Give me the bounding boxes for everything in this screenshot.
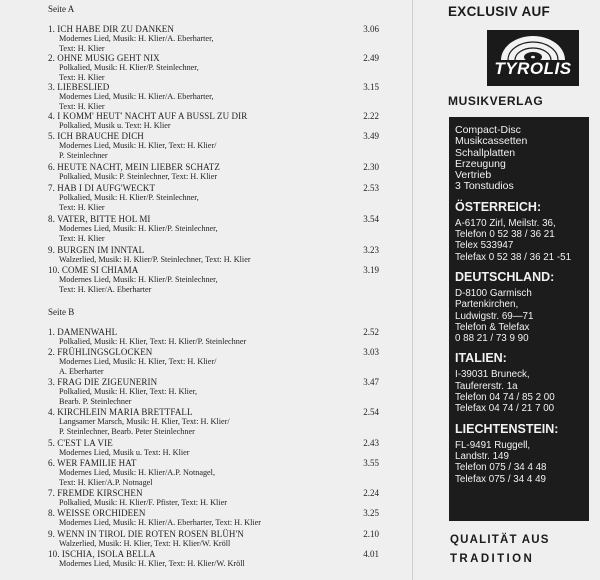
track-duration: 3.15 — [363, 82, 379, 92]
service-item: Compact-Disc — [455, 124, 521, 136]
track-credits: Polkalied, Musik: H. Klier, Text: H. Klier, — [59, 387, 198, 396]
track-credits: Modernes Lied, Musik: H. Klier/A. Eberharter, — [59, 92, 214, 101]
fold-line — [412, 0, 413, 580]
contact-box — [449, 117, 589, 521]
track-title: 8. WEISSE ORCHIDEEN — [48, 508, 146, 518]
track-a8 — [48, 214, 383, 244]
track-credits: Text: H. Klier — [59, 72, 105, 82]
track-b9 — [48, 529, 383, 549]
address-line: Telefon & Telefax — [455, 321, 530, 333]
track-b5 — [48, 438, 383, 458]
track-credits: Text: H. Klier/A. Eberharter — [59, 284, 152, 294]
track-b8 — [48, 508, 383, 528]
track-duration: 3.19 — [363, 265, 379, 275]
track-list — [48, 0, 388, 580]
track-a2 — [48, 53, 383, 83]
track-b7 — [48, 488, 383, 508]
track-credits: Polkalied, Musik: H. Klier, Text: H. Klier/P. Steinlechner — [59, 337, 247, 346]
address-line: Landstr. 149 — [455, 450, 509, 462]
track-b3 — [48, 377, 383, 407]
track-credits: Polkalied, Musik: P. Steinlechner, Text: H. Klier — [59, 172, 218, 181]
track-title: 1. ICH HABE DIR ZU DANKEN — [48, 24, 174, 34]
service-item: Erzeugung — [455, 157, 506, 170]
track-a5 — [48, 131, 383, 161]
address-line: 0 88 21 / 73 9 90 — [455, 333, 529, 345]
track-title: 5. ICH BRAUCHE DICH — [48, 131, 144, 141]
track-credits: Modernes Lied, Musik: H. Klier, Text: H. Klier/ — [59, 357, 217, 366]
label-panel — [420, 0, 600, 580]
track-credits: Polkalied, Musik: H. Klier/P. Steinlechner, — [59, 193, 199, 202]
service-item: Schallplatten — [455, 146, 516, 159]
track-credits: Modernes Lied, Musik: H. Klier/A. Eberharter, — [59, 34, 214, 43]
track-title: 7. HAB I DI AUFG'WECKT — [48, 183, 156, 193]
track-title: 2. OHNE MUSIG GEHT NIX — [48, 53, 160, 63]
service-item: Musikcassetten — [455, 135, 528, 148]
side-a-heading: Seite A — [48, 4, 75, 14]
track-title: 9. WENN IN TIROL DIE ROTEN ROSEN BLÜH'N — [48, 529, 244, 539]
track-credits: Modernes Lied, Musik: H. Klier, Text: H. Klier/W. Kröll — [59, 559, 245, 568]
track-title: 6. WER FAMILIE HAT — [48, 458, 137, 468]
track-title: 3. LIEBESLIED — [48, 82, 110, 92]
track-title: 10. ISCHIA, ISOLA BELLA — [48, 549, 156, 559]
country-liechtenstein: LIECHTENSTEIN: — [455, 421, 559, 436]
exclusive-heading: EXCLUSIV AUF — [448, 4, 551, 19]
address-line: Telefon 075 / 34 4 48 — [455, 462, 547, 474]
track-duration: 2.10 — [363, 529, 379, 539]
track-credits: Langsamer Marsch, Musik: H. Klier, Text: H. Klier/ — [59, 417, 230, 426]
track-a3 — [48, 82, 383, 112]
track-a9 — [48, 245, 383, 265]
track-b2 — [48, 347, 383, 377]
track-credits: Text: H. Klier — [59, 43, 105, 53]
track-duration: 2.54 — [363, 407, 379, 417]
track-b10 — [48, 549, 383, 569]
track-title: 10. COME SI CHIAMA — [48, 265, 139, 275]
service-item: Vertrieb — [455, 169, 492, 182]
track-title: 7. FREMDE KIRSCHEN — [48, 488, 143, 498]
track-a6 — [48, 162, 383, 182]
track-title: 2. FRÜHLINGSGLOCKEN — [48, 347, 153, 357]
track-a1 — [48, 24, 383, 54]
track-credits: Text: H. Klier — [59, 233, 105, 243]
track-credits: Bearb. P. Steinlechner — [59, 396, 132, 406]
track-title: 4. I KOMM' HEUT' NACHT AUF A BUSSL ZU DIR — [48, 111, 248, 121]
track-a7 — [48, 183, 383, 213]
slogan-line-2: TRADITION — [450, 553, 535, 565]
address-line: Taufererstr. 1a — [455, 380, 518, 392]
track-a4 — [48, 111, 383, 131]
service-item: 3 Tonstudios — [455, 180, 514, 193]
track-credits: Polkalied, Musik: H. Klier/F. Pfister, Text: H. Klier — [59, 498, 227, 507]
address-line: Telefax 04 74 / 21 7 00 — [455, 403, 555, 415]
track-credits: Walzerlied, Musik: H. Klier/P. Steinlechner, Text: H. Klier — [59, 255, 251, 264]
track-duration: 3.47 — [363, 377, 379, 387]
address-line: FL-9491 Ruggell, — [455, 439, 531, 451]
track-duration: 4.01 — [363, 549, 379, 559]
address-line: Telefax 075 / 34 4 49 — [455, 473, 546, 485]
address-line: Ludwigstr. 69—71 — [455, 310, 534, 322]
track-credits: P. Steinlechner — [59, 150, 108, 160]
track-credits: Text: H. Klier — [59, 202, 105, 212]
track-duration: 2.49 — [363, 53, 379, 63]
track-duration: 3.54 — [363, 214, 379, 224]
track-duration: 2.52 — [363, 327, 379, 337]
track-duration: 3.25 — [363, 508, 379, 518]
track-credits: Polkalied, Musik: H. Klier/P. Steinlechner, — [59, 63, 199, 72]
track-credits: Text: H. Klier — [59, 101, 105, 111]
address-line: Partenkirchen, — [455, 299, 519, 311]
track-title: 1. DAMENWAHL — [48, 327, 118, 337]
address-germany — [455, 288, 584, 344]
address-austria — [455, 218, 584, 263]
track-credits: Modernes Lied, Musik: H. Klier/A.P. Notnagel, — [59, 468, 215, 477]
tyrolis-logo — [487, 30, 579, 86]
track-credits: Modernes Lied, Musik: H. Klier, Text: H. Klier/ — [59, 141, 217, 150]
track-duration: 3.06 — [363, 24, 379, 34]
side-b-heading: Seite B — [48, 307, 75, 317]
track-duration: 2.53 — [363, 183, 379, 193]
track-credits: Text: H. Klier/A.P. Notnagel — [59, 477, 153, 487]
country-austria: ÖSTERREICH: — [455, 199, 542, 214]
track-credits: Modernes Lied, Musik: H. Klier/A. Eberharter, Text: H. Klier — [59, 518, 261, 527]
address-italy — [455, 369, 584, 414]
track-title: 5. C'EST LA VIE — [48, 438, 113, 448]
track-title: 9. BURGEN IM INNTAL — [48, 245, 145, 255]
track-credits: Walzerlied, Musik: H. Klier, Text: H. Klier/W. Kröll — [59, 539, 231, 548]
track-credits: Polkalied, Musik u. Text: H. Klier — [59, 121, 171, 130]
track-title: 4. KIRCHLEIN MARIA BRETTFALL — [48, 407, 193, 417]
address-line: Telefon 04 74 / 85 2 00 — [455, 392, 555, 404]
track-duration: 2.30 — [363, 162, 379, 172]
address-line: Telefon 0 52 38 / 36 21 — [455, 229, 555, 241]
track-duration: 3.49 — [363, 131, 379, 141]
track-b6 — [48, 458, 383, 488]
address-line: A-6170 Zirl, Meilstr. 36, — [455, 217, 556, 229]
country-italy: ITALIEN: — [455, 351, 507, 366]
track-title: 3. FRAG DIE ZIGEUNERIN — [48, 377, 158, 387]
track-credits: A. Eberharter — [59, 366, 104, 376]
track-duration: 2.43 — [363, 438, 379, 448]
track-title: 8. VATER, BITTE HOL MI — [48, 214, 151, 224]
publisher-heading: MUSIKVERLAG — [448, 94, 544, 108]
track-duration: 2.24 — [363, 488, 379, 498]
track-title: 6. HEUTE NACHT, MEIN LIEBER SCHATZ — [48, 162, 220, 172]
address-line: Telefax 0 52 38 / 36 21 -51 — [455, 251, 572, 263]
address-line: D-8100 Garmisch — [455, 287, 532, 299]
track-credits: Modernes Lied, Musik: H. Klier/P. Steinlechner, — [59, 275, 218, 284]
address-line: I-39031 Bruneck, — [455, 369, 530, 381]
track-credits: Modernes Lied, Musik: H. Klier/P. Steinlechner, — [59, 224, 218, 233]
track-a10 — [48, 265, 383, 295]
track-duration: 2.22 — [363, 111, 379, 121]
address-line: Telex 533947 — [455, 240, 514, 252]
country-germany: DEUTSCHLAND: — [455, 269, 555, 284]
track-duration: 3.55 — [363, 458, 379, 468]
logo-wordmark: TYROLIS — [494, 59, 572, 78]
track-duration: 3.23 — [363, 245, 379, 255]
slogan-line-1: QUALITÄT AUS — [450, 534, 550, 546]
track-b1 — [48, 327, 383, 347]
track-credits: P. Steinlechner, Bearb. Peter Steinlechner — [59, 426, 195, 436]
track-b4 — [48, 407, 383, 437]
track-credits: Modernes Lied, Musik u. Text: H. Klier — [59, 448, 190, 457]
address-liechtenstein — [455, 440, 584, 485]
track-duration: 3.03 — [363, 347, 379, 357]
